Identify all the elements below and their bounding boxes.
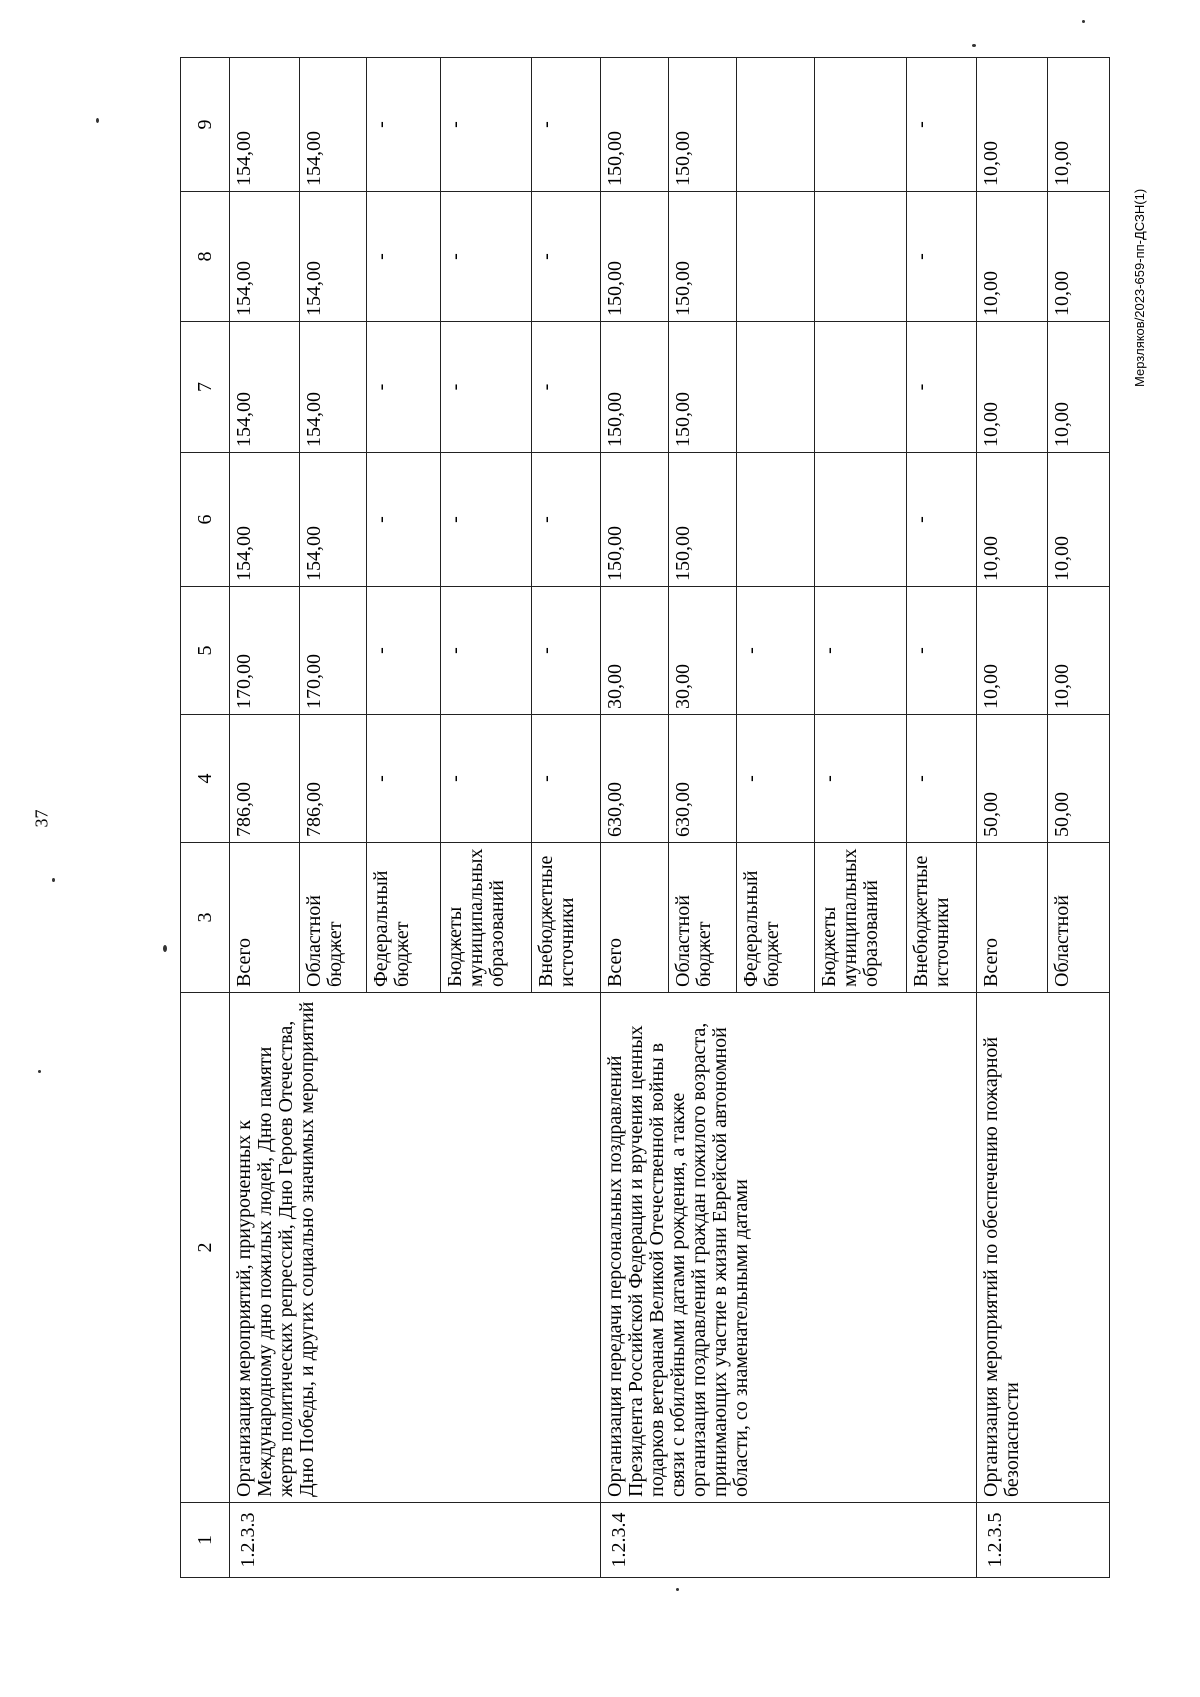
- amount-cell: -: [367, 587, 441, 715]
- amount-cell: -: [531, 58, 601, 192]
- amount-cell: 786,00: [230, 715, 300, 843]
- document-id: Мерзляков/2023-659-пп-ДСЗН(1): [1132, 188, 1147, 387]
- amount-cell: -: [441, 453, 531, 587]
- scan-speck: [163, 945, 167, 952]
- amount-cell: -: [736, 587, 814, 715]
- amount-cell: 630,00: [668, 715, 736, 843]
- amount-cell: 30,00: [601, 587, 669, 715]
- funding-source: Всего: [230, 843, 300, 993]
- table-row: [230, 58, 300, 1578]
- activity-code: 1.2.3.5: [976, 1503, 1109, 1578]
- amount-cell: [814, 58, 906, 192]
- amount-cell: -: [531, 587, 601, 715]
- rotated-table-wrapper: [180, 58, 1110, 1578]
- amount-cell: -: [531, 453, 601, 587]
- amount-cell: [736, 453, 814, 587]
- amount-cell: 630,00: [601, 715, 669, 843]
- amount-cell: 150,00: [668, 58, 736, 192]
- funding-source: Внебюджетные источники: [906, 843, 976, 993]
- amount-cell: 10,00: [1048, 192, 1110, 322]
- amount-cell: 154,00: [299, 192, 367, 322]
- amount-cell: -: [736, 715, 814, 843]
- amount-cell: -: [441, 322, 531, 453]
- amount-cell: 786,00: [299, 715, 367, 843]
- funding-source: Бюджеты муниципальных образований: [441, 843, 531, 993]
- scan-speck: [38, 1070, 41, 1073]
- amount-cell: 50,00: [1048, 715, 1110, 843]
- funding-source: Федеральный бюджет: [367, 843, 441, 993]
- header-cell: 6: [181, 453, 230, 587]
- header-cell: 9: [181, 58, 230, 192]
- header-cell: 4: [181, 715, 230, 843]
- amount-cell: 10,00: [976, 58, 1048, 192]
- amount-cell: 154,00: [230, 322, 300, 453]
- activity-code: 1.2.3.4: [601, 1503, 976, 1578]
- amount-cell: 150,00: [601, 322, 669, 453]
- financing-table: [180, 57, 1110, 1578]
- amount-cell: -: [367, 192, 441, 322]
- amount-cell: [814, 192, 906, 322]
- funding-source: Всего: [601, 843, 669, 993]
- amount-cell: 150,00: [668, 192, 736, 322]
- amount-cell: 150,00: [601, 453, 669, 587]
- scan-speck: [96, 118, 99, 123]
- amount-cell: 150,00: [668, 453, 736, 587]
- amount-cell: -: [906, 587, 976, 715]
- amount-cell: -: [906, 453, 976, 587]
- amount-cell: [736, 322, 814, 453]
- funding-source: Областной бюджет: [299, 843, 367, 993]
- funding-source: Всего: [976, 843, 1048, 993]
- amount-cell: 50,00: [976, 715, 1048, 843]
- amount-cell: -: [441, 587, 531, 715]
- amount-cell: 150,00: [601, 192, 669, 322]
- page-number: 37: [31, 809, 52, 828]
- activity-title: Организация мероприятий, приуроченных к Международному дню пожилых людей, Дню памяти жертв политических репрессий, Дню Героев Отечества, Дню Победы, и других социально значимых мероприятий: [230, 993, 601, 1503]
- amount-cell: [814, 453, 906, 587]
- amount-cell: [814, 322, 906, 453]
- amount-cell: 154,00: [299, 58, 367, 192]
- header-cell: 2: [181, 993, 230, 1503]
- amount-cell: 10,00: [1048, 453, 1110, 587]
- amount-cell: 154,00: [230, 453, 300, 587]
- amount-cell: [736, 192, 814, 322]
- amount-cell: 150,00: [601, 58, 669, 192]
- table-row: [976, 58, 1048, 1578]
- funding-source: Внебюджетные источники: [531, 843, 601, 993]
- amount-cell: -: [367, 322, 441, 453]
- amount-cell: 170,00: [299, 587, 367, 715]
- amount-cell: [736, 58, 814, 192]
- amount-cell: -: [367, 453, 441, 587]
- amount-cell: -: [441, 58, 531, 192]
- scan-speck: [972, 44, 976, 47]
- header-cell: 3: [181, 843, 230, 993]
- amount-cell: -: [814, 587, 906, 715]
- header-cell: 5: [181, 587, 230, 715]
- amount-cell: -: [531, 192, 601, 322]
- scan-speck: [52, 878, 55, 882]
- amount-cell: 30,00: [668, 587, 736, 715]
- amount-cell: -: [367, 58, 441, 192]
- amount-cell: 10,00: [976, 192, 1048, 322]
- amount-cell: -: [906, 58, 976, 192]
- amount-cell: 10,00: [1048, 587, 1110, 715]
- header-cell: 1: [181, 1503, 230, 1578]
- amount-cell: 10,00: [1048, 322, 1110, 453]
- amount-cell: -: [906, 192, 976, 322]
- header-cell: 8: [181, 192, 230, 322]
- amount-cell: 154,00: [299, 453, 367, 587]
- amount-cell: 10,00: [976, 587, 1048, 715]
- amount-cell: 170,00: [230, 587, 300, 715]
- activity-title: Организация мероприятий по обеспечению пожарной безопасности: [976, 993, 1109, 1503]
- amount-cell: -: [441, 192, 531, 322]
- funding-source: Бюджеты муниципальных образований: [814, 843, 906, 993]
- funding-source: Областной: [1048, 843, 1110, 993]
- amount-cell: 10,00: [1048, 58, 1110, 192]
- amount-cell: 154,00: [230, 58, 300, 192]
- header-row: [181, 58, 230, 1578]
- amount-cell: -: [814, 715, 906, 843]
- scan-speck: [1082, 20, 1085, 23]
- amount-cell: 10,00: [976, 453, 1048, 587]
- amount-cell: -: [906, 322, 976, 453]
- scan-speck: [676, 1588, 679, 1591]
- amount-cell: -: [531, 322, 601, 453]
- funding-source: Областной бюджет: [668, 843, 736, 993]
- funding-source: Федеральный бюджет: [736, 843, 814, 993]
- amount-cell: 154,00: [230, 192, 300, 322]
- amount-cell: -: [441, 715, 531, 843]
- amount-cell: -: [906, 715, 976, 843]
- header-cell: 7: [181, 322, 230, 453]
- amount-cell: 154,00: [299, 322, 367, 453]
- amount-cell: -: [367, 715, 441, 843]
- amount-cell: 150,00: [668, 322, 736, 453]
- activity-title: Организация передачи персональных поздравлений Президента Российской Федерации и вручения ценных подарков ветеранам Великой Отечественной войны в связи с юбилейными датами рождения, а также организация поздравлений граждан пожилого возраста, принимающих участие в жизни Еврейской автономной области, со знаменательными датами: [601, 993, 976, 1503]
- amount-cell: 10,00: [976, 322, 1048, 453]
- table-row: [601, 58, 669, 1578]
- activity-code: 1.2.3.3: [230, 1503, 601, 1578]
- amount-cell: -: [531, 715, 601, 843]
